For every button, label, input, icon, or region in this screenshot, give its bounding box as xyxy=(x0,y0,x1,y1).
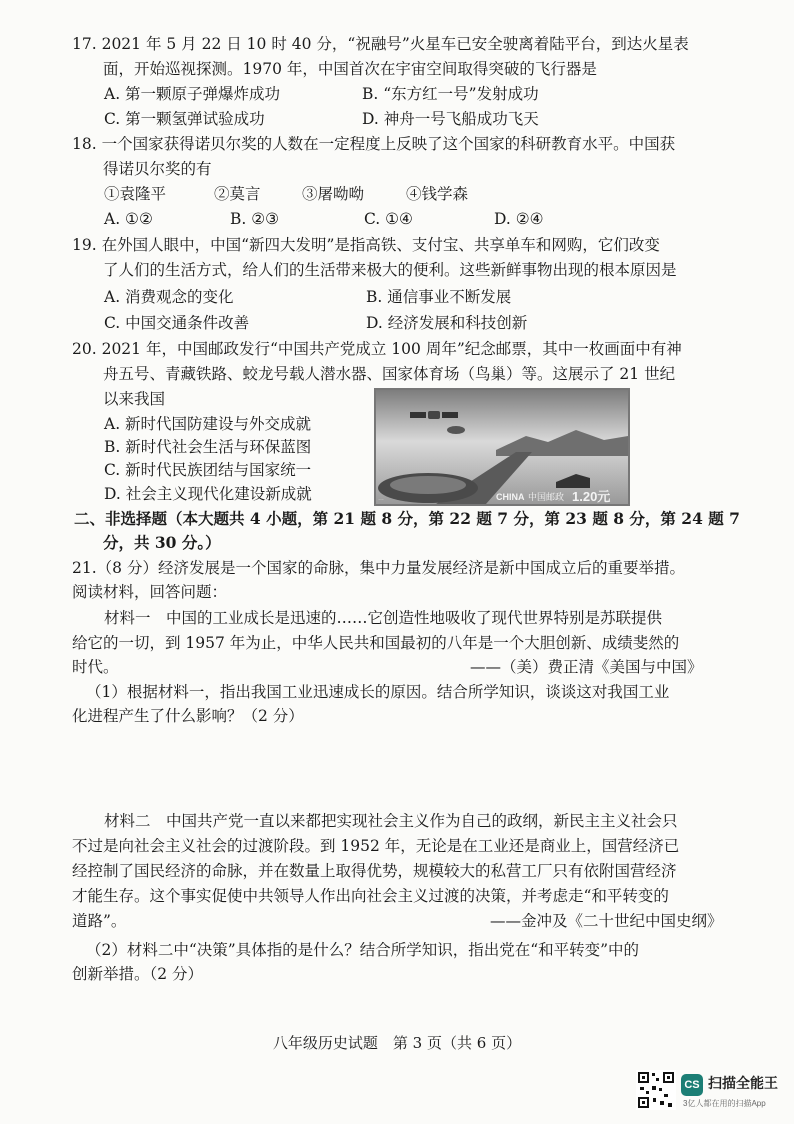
q20-stem-line1: 20. 2021 年，中国邮政发行“中国共产党成立 100 周年”纪念邮票，其中一枚画面中有神 xyxy=(72,340,682,358)
q21-material2-line4: 才能生存。这个事实促使中共领导人作出向社会主义过渡的决策，并考虑走“和平转变的 xyxy=(72,887,669,905)
q18-option-d: D. ②④ xyxy=(494,210,544,228)
q18-item-2: ②莫言 xyxy=(214,185,261,203)
q21-subquestion1-line2: 化进程产生了什么影响？（2 分） xyxy=(72,707,304,725)
q17-stem-line2: 面，开始巡视探测。1970 年，中国首次在宇宙空间取得突破的飞行器是 xyxy=(103,60,597,78)
section2-heading-line1: 二、非选择题（本大题共 4 小题，第 21 题 8 分，第 22 题 7 分，第 23 题 8 分，第 24 题 7 xyxy=(74,509,740,528)
q21-material2-source: ——金冲及《二十世纪中国史纲》 xyxy=(490,912,723,930)
q21-material2-line3: 经控制了国民经济的命脉，并在数量上取得优势，规模较大的私营工厂只有依附国营经济 xyxy=(72,862,677,880)
q20-option-c: C. 新时代民族团结与国家统一 xyxy=(104,461,312,479)
stamp-post: 中国邮政 xyxy=(528,493,565,503)
stamp-value: 1.20元 xyxy=(572,489,611,504)
q19-option-c: C. 中国交通条件改善 xyxy=(104,314,250,332)
q18-stem-line1: 18. 一个国家获得诺贝尔奖的人数在一定程度上反映了这个国家的科研教育水平。中国获 xyxy=(72,135,676,153)
q20-option-b: B. 新时代社会生活与环保蓝图 xyxy=(104,438,312,456)
q18-stem-line2: 得诺贝尔奖的有 xyxy=(103,160,212,178)
q17-stem-line1: 17. 2021 年 5 月 22 日 10 时 40 分，“祝融号”火星车已安全驶离着陆平台，到达火星表 xyxy=(72,35,689,53)
page-footer: 八年级历史试题 第 3 页（共 6 页） xyxy=(272,1034,522,1052)
q19-option-a: A. 消费观念的变化 xyxy=(104,288,234,306)
camscanner-name: 扫描全能王 xyxy=(708,1075,778,1091)
q20-stem-line3: 以来我国 xyxy=(103,390,166,408)
q21-stem-line2: 阅读材料，回答问题： xyxy=(72,583,228,601)
q18-item-1: ①袁隆平 xyxy=(104,185,167,203)
commemorative-stamp-image xyxy=(374,388,630,506)
q19-stem-line1: 19. 在外国人眼中，中国“新四大发明”是指高铁、支付宝、共享单车和网购，它们改变 xyxy=(72,236,660,254)
q17-option-b: B. “东方红一号”发射成功 xyxy=(362,85,539,103)
q20-stem-line2: 舟五号、青藏铁路、蛟龙号载人潜水器、国家体育场（鸟巢）等。这展示了 21 世纪 xyxy=(103,365,676,383)
submersible-icon xyxy=(447,426,465,434)
q18-option-c: C. ①④ xyxy=(364,210,413,228)
q18-item-3: ③屠呦呦 xyxy=(302,185,365,203)
q19-stem-line2: 了人们的生活方式，给人们的生活带来极大的便利。这些新鲜事物出现的根本原因是 xyxy=(103,261,677,279)
q21-material2-line1: 材料二 中国共产党一直以来都把实现社会主义作为自己的政纲，新民主主义社会只 xyxy=(104,812,678,830)
stamp-country: CHINA xyxy=(496,492,525,502)
q21-material1-source: ——（美）费正清《美国与中国》 xyxy=(470,658,703,676)
q19-option-b: B. 通信事业不断发展 xyxy=(366,288,512,306)
q21-subquestion1-line1: （1）根据材料一，指出我国工业迅速成长的原因。结合所学知识，谈谈这对我国工业 xyxy=(86,683,670,701)
q21-material2-line5: 道路”。 xyxy=(72,912,127,930)
qr-code-icon xyxy=(636,1070,676,1110)
q21-material1-line2: 给它的一切，到 1957 年为止，中华人民共和国最初的八年是一个大胆创新、成绩斐然的 xyxy=(72,634,680,652)
q17-option-a: A. 第一颗原子弹爆炸成功 xyxy=(104,85,281,103)
q21-subquestion2-line2: 创新举措。（2 分） xyxy=(72,965,204,983)
stamp-small-caption: … xyxy=(378,496,384,502)
q21-material2-line2: 不过是向社会主义社会的过渡阶段。到 1952 年，无论是在工业还是商业上，国营经济已 xyxy=(72,837,680,855)
q17-option-d: D. 神舟一号飞船成功飞天 xyxy=(362,110,539,128)
q18-item-4: ④钱学森 xyxy=(406,185,469,203)
camscanner-tagline: 3亿人都在用的扫描App xyxy=(683,1099,766,1108)
section2-heading-line2: 分，共 30 分。） xyxy=(103,533,221,552)
q18-option-b: B. ②③ xyxy=(230,210,280,228)
q17-option-c: C. 第一颗氢弹试验成功 xyxy=(104,110,265,128)
spacecraft-icon xyxy=(410,411,458,419)
q21-subquestion2-line1: （2）材料二中“决策”具体指的是什么？结合所学知识，指出党在“和平转变”中的 xyxy=(86,941,640,959)
q21-material1-line1: 材料一 中国的工业成长是迅速的……它创造性地吸收了现代世界特别是苏联提供 xyxy=(104,609,663,627)
q19-option-d: D. 经济发展和科技创新 xyxy=(366,314,528,332)
stamp-illustration xyxy=(376,390,628,504)
q18-option-a: A. ①② xyxy=(104,210,153,228)
q21-stem-line1: 21.（8 分）经济发展是一个国家的命脉，集中力量发展经济是新中国成立后的重要举措。 xyxy=(72,559,685,577)
q20-option-d: D. 社会主义现代化建设新成就 xyxy=(104,485,312,503)
camscanner-logo-icon: CS xyxy=(681,1074,703,1096)
q20-option-a: A. 新时代国防建设与外交成就 xyxy=(104,415,312,433)
q21-material1-line3: 时代。 xyxy=(72,658,119,676)
